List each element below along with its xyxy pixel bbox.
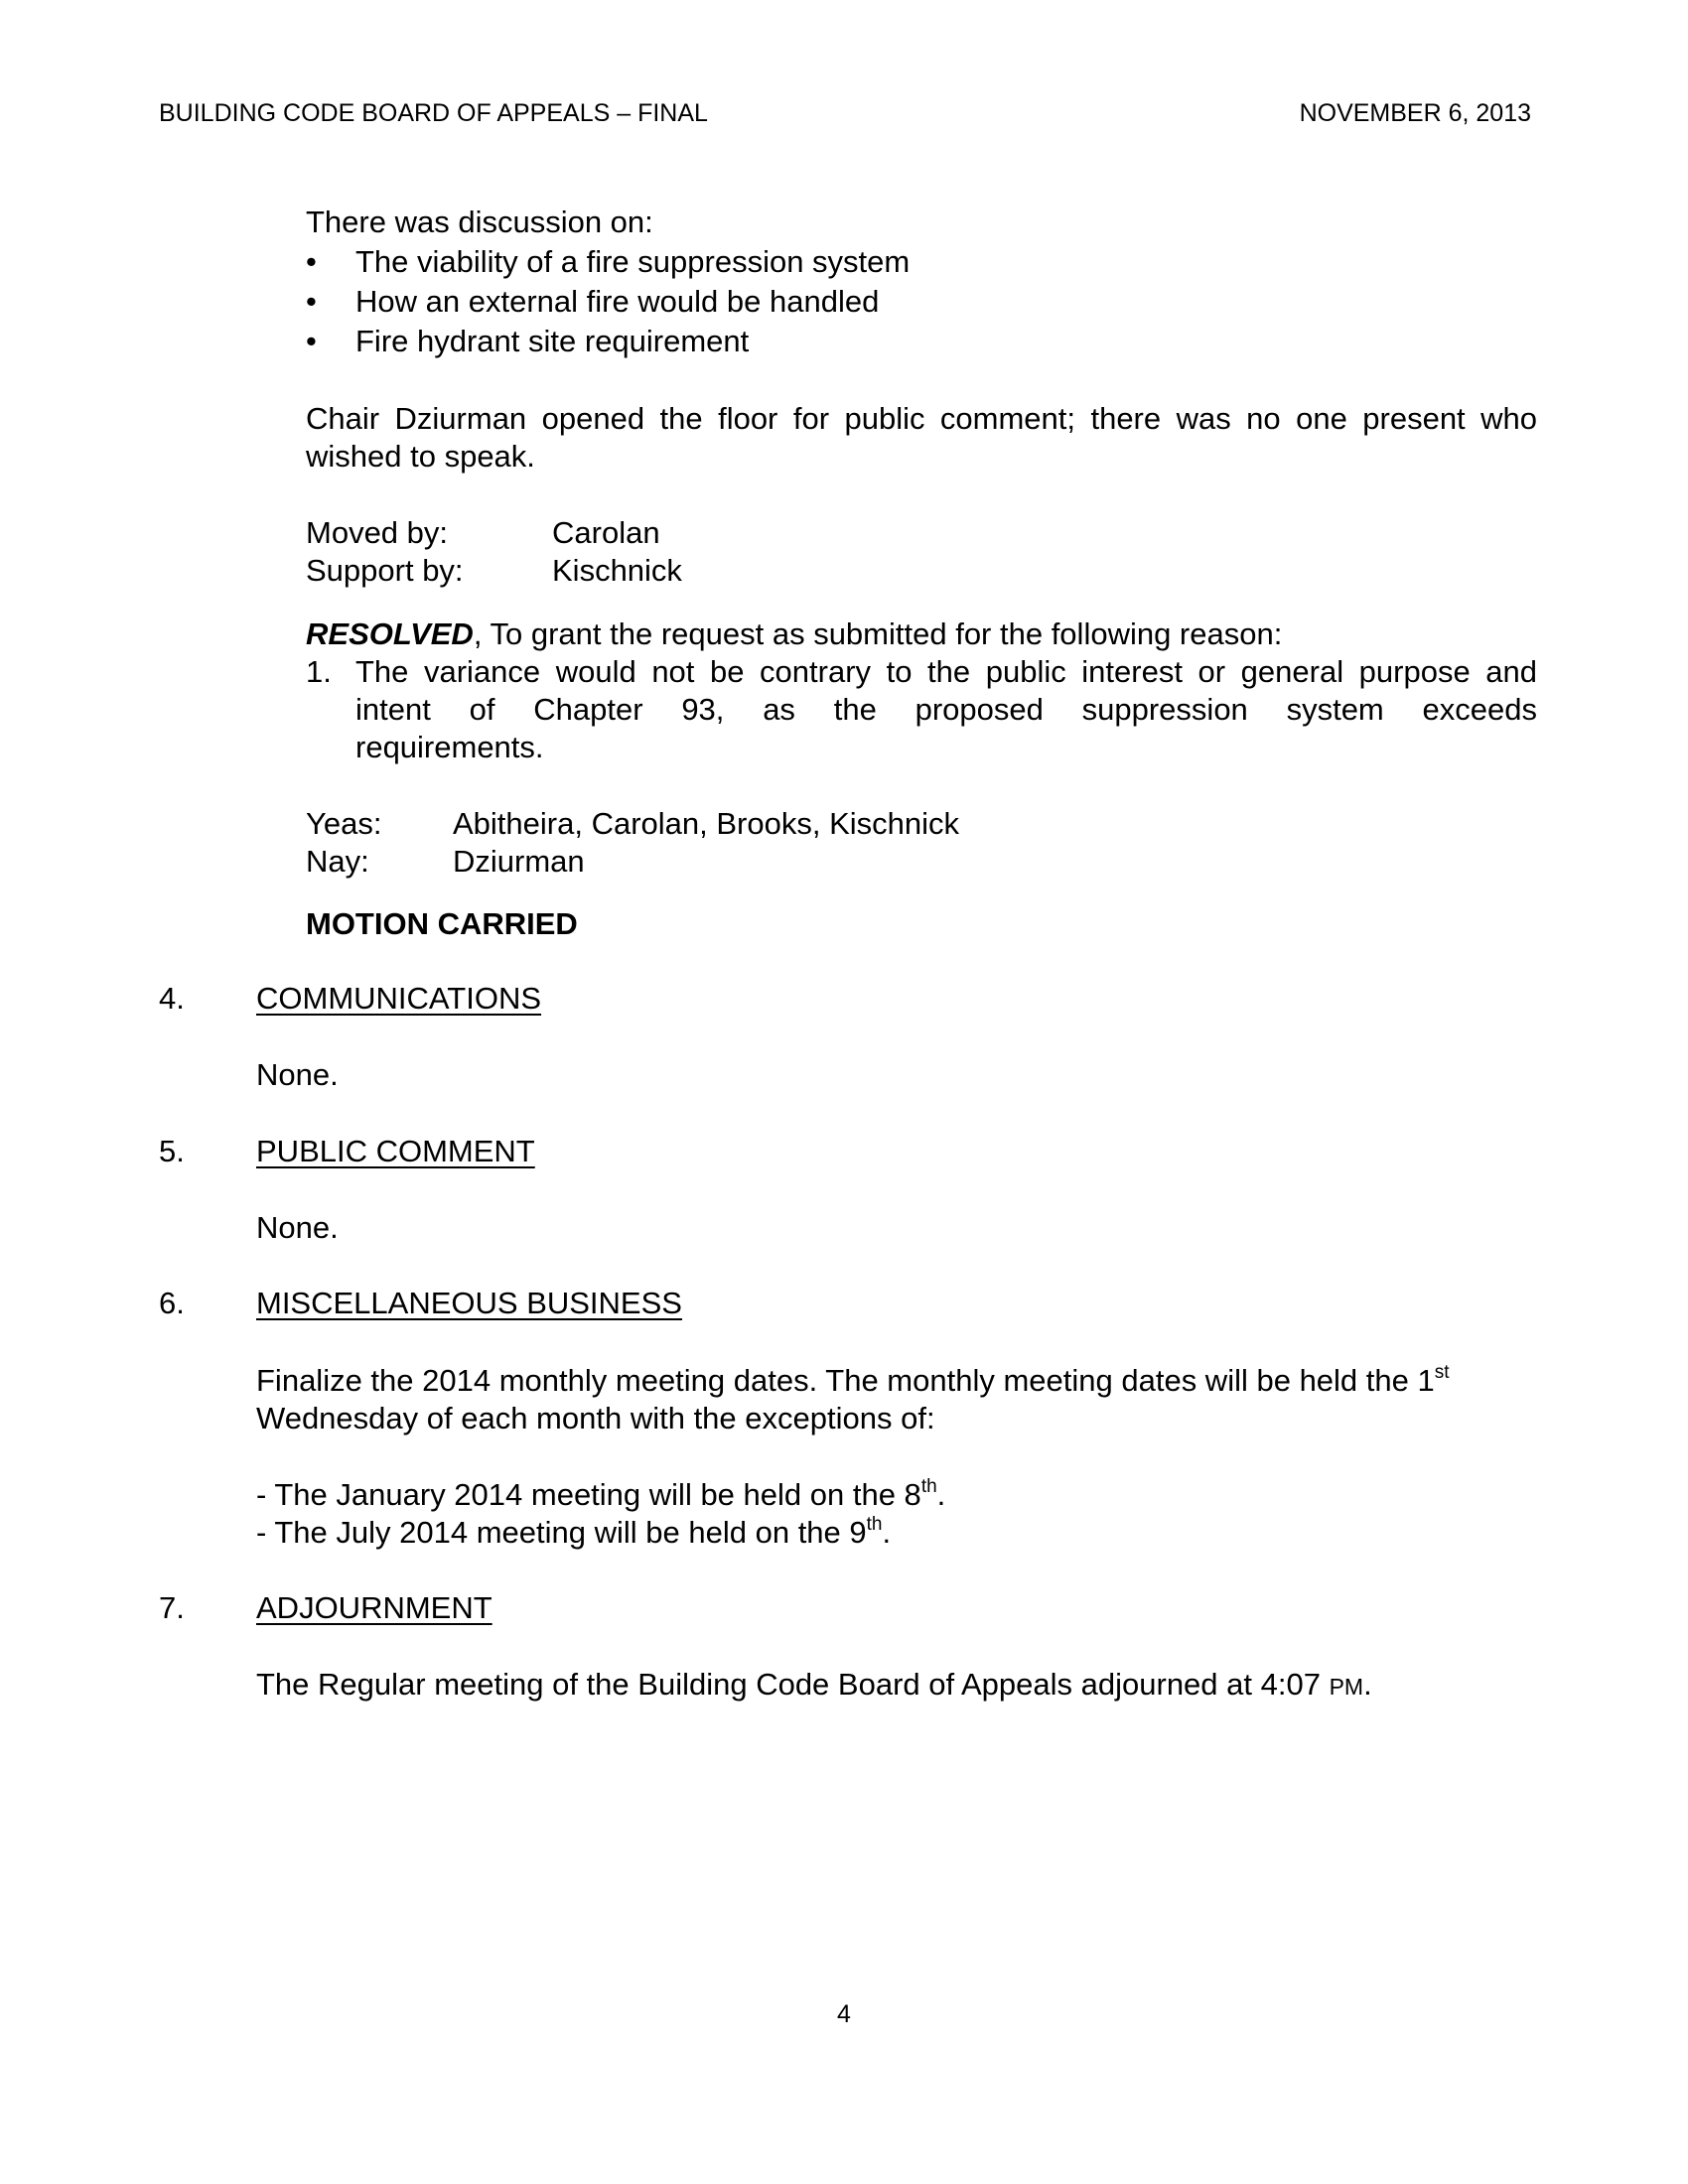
reason-number: 1. [306,654,332,689]
document-header-title: BUILDING CODE BOARD OF APPEALS – FINAL [159,99,708,127]
bullet-icon: • [306,324,317,358]
adjournment-statement: The Regular meeting of the Building Code Board of Appeals adjourned at 4:07 PM. [256,1667,1372,1702]
meeting-exception: - The January 2014 meeting will be held on the 8th. [256,1475,946,1512]
discussion-intro: There was discussion on: [306,205,653,239]
moved-by-label: Moved by: [306,515,449,550]
reason-line3: requirements. [355,730,544,764]
list-item: • The viability of a fire suppression system [306,244,911,279]
support-by-value: Kischnick [552,553,682,588]
misc-business-line1: Finalize the 2014 monthly meeting dates. The monthly meeting dates will be held the 1st [256,1361,1450,1398]
list-item: • Fire hydrant site requirement [306,324,750,358]
section-number: 6. [159,1286,185,1320]
bullet-icon: • [306,244,317,279]
motion-result: MOTION CARRIED [306,906,578,941]
reason-line1: The variance would not be contrary to the public interest or general purpose and [355,654,1537,689]
section-number: 4. [159,981,185,1016]
moved-by-value: Carolan [552,515,660,550]
section-heading-communications: COMMUNICATIONS [256,981,542,1016]
yeas-value: Abitheira, Carolan, Brooks, Kischnick [453,806,960,841]
nay-label: Nay: [306,844,369,879]
support-by-label: Support by: [306,553,464,588]
section-body: None. [256,1210,339,1245]
section-body: None. [256,1057,339,1092]
list-item: • How an external fire would be handled [306,284,880,319]
section-heading-miscellaneous-business: MISCELLANEOUS BUSINESS [256,1286,682,1320]
section-number: 5. [159,1134,185,1168]
resolved-text: , To grant the request as submitted for the following reason: [473,616,1283,651]
yeas-label: Yeas: [306,806,382,841]
resolved-keyword: RESOLVED [306,616,474,651]
misc-business-line2: Wednesday of each month with the exceptions of: [256,1401,935,1435]
resolution [306,615,1282,653]
section-heading-public-comment: PUBLIC COMMENT [256,1134,535,1168]
section-heading-adjournment: ADJOURNMENT [256,1590,492,1625]
public-comment-note-line2: wished to speak. [306,439,535,474]
bullet-icon: • [306,284,317,319]
reason-line2: intent of Chapter 93, as the proposed suppression system exceeds [355,692,1537,727]
document-header-date: NOVEMBER 6, 2013 [1299,99,1531,127]
section-number: 7. [159,1590,185,1625]
meeting-exception: - The July 2014 meeting will be held on the 9th. [256,1513,892,1550]
public-comment-note-line1: Chair Dziurman opened the floor for public comment; there was no one present who [306,401,1537,436]
nay-value: Dziurman [453,844,585,879]
page-number: 4 [837,2000,851,2028]
